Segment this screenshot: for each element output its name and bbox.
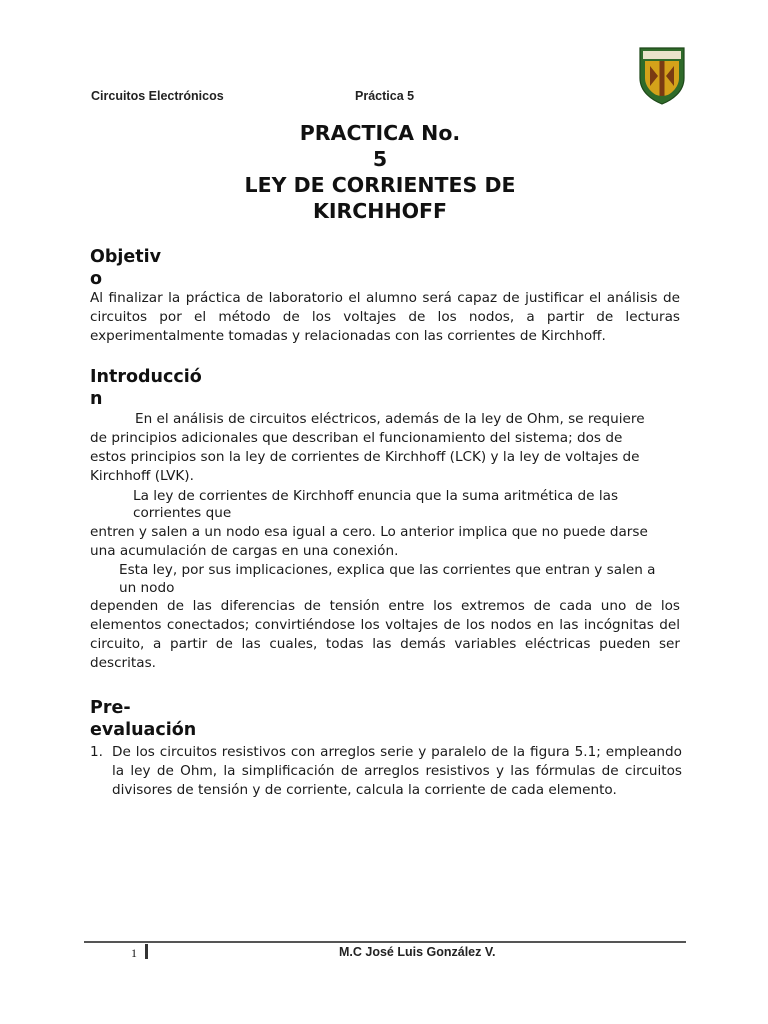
header-course: Circuitos Electrónicos [91, 89, 224, 103]
intro-p1-line3: estos principios son la ley de corrientes de Kirchhoff (LCK) y la ley de voltajes de [90, 449, 640, 465]
footer-author: M.C José Luis González V. [339, 945, 496, 959]
intro-p2-line2: corrientes que [133, 505, 232, 521]
intro-p2-line4: una acumulación de cargas en una conexión. [90, 543, 399, 559]
intro-p3-line2: un nodo [119, 580, 175, 596]
intro-p1-line4: Kirchhoff (LVK). [90, 468, 194, 484]
intro-p3-text: dependen de las diferencias de tensión entre los extremos de cada uno de los elementos conectados; convirtiéndose los voltajes de los nodos en las incógnitas del circuito, a partir de las cuales, todas las demás variables eléctricas pueden ser descritas. [90, 598, 680, 671]
intro-p1-line1: En el análisis de circuitos eléctricos, además de la ley de Ohm, se requiere [135, 411, 645, 427]
preevaluacion-heading: Pre- evaluación [90, 698, 197, 740]
practice-topic-title: LEY DE CORRIENTES DE KIRCHHOFF [244, 173, 516, 223]
list-item-number: 1. [90, 744, 103, 760]
introduccion-heading: Introducció n [90, 367, 202, 409]
intro-p3-line1: Esta ley, por sus implicaciones, explica que las corrientes que entran y salen a [119, 562, 656, 578]
intro-p2-line3: entren y salen a un nodo esa igual a cero. Lo anterior implica que no puede darse [90, 524, 648, 540]
footer-divider [84, 941, 686, 943]
page-number: 1 [131, 946, 137, 960]
list-item-text: De los circuitos resistivos con arreglos serie y paralelo de la figura 5.1; empleando la ley de Ohm, la simplificación de arreglos resistivos y las fórmulas de circuitos divisores de tensión y de corriente, calcula la corriente de cada elemento. [112, 744, 682, 798]
university-seal-icon [636, 44, 688, 106]
objetivo-heading: Objetiv o [90, 247, 162, 289]
page-number-separator [145, 944, 148, 959]
header-practice: Práctica 5 [355, 89, 415, 103]
intro-p1-line2: de principios adicionales que describan el funcionamiento del sistema; dos de [90, 430, 623, 446]
intro-p2-line1: La ley de corrientes de Kirchhoff enuncia que la suma aritmética de las [133, 488, 619, 504]
practice-number-title: PRACTICA No. 5 [299, 121, 461, 171]
objetivo-text: Al finalizar la práctica de laboratorio el alumno será capaz de justificar el análisis de circuitos por el método de los voltajes de los nodos, a partir de lecturas experimentalmente tomadas y relacionadas con las corrientes de Kirchhoff. [90, 290, 680, 344]
